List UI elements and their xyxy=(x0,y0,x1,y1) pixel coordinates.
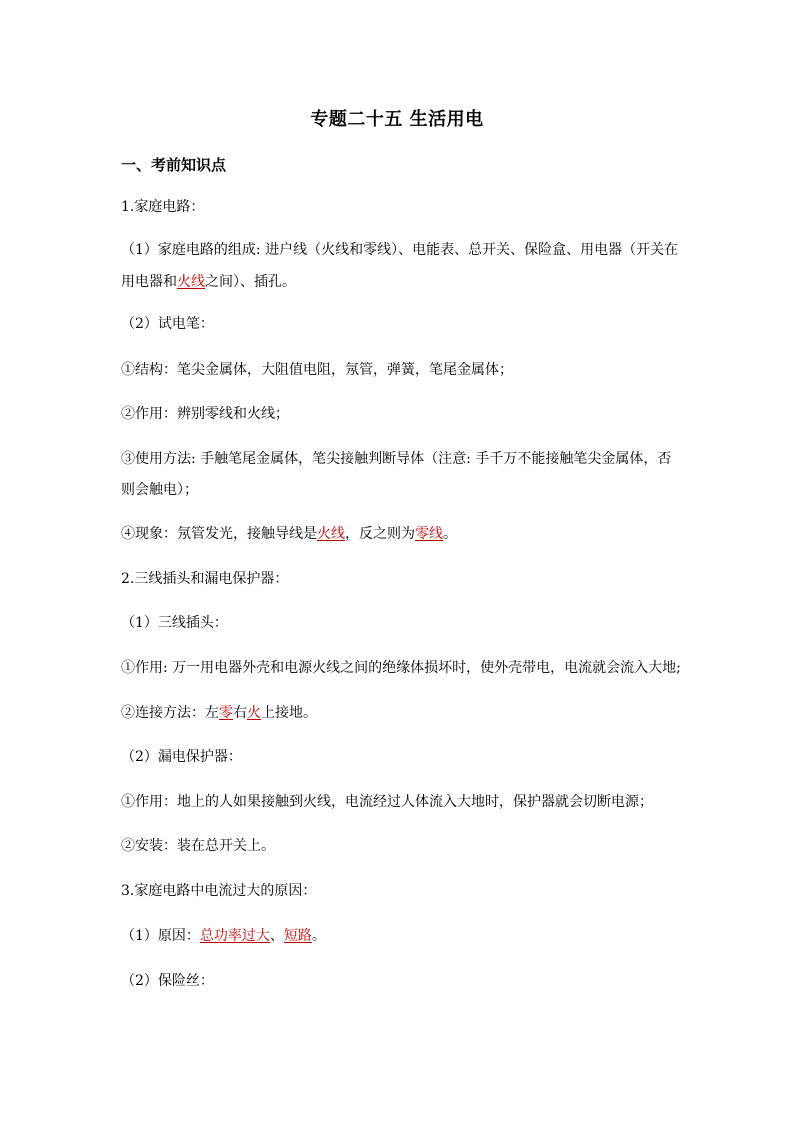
answer-underline: 总功率过大 xyxy=(199,928,270,944)
paragraph-usage-cont xyxy=(121,480,681,500)
paragraph-usage xyxy=(121,449,681,469)
text: ③使用方法: 手触笔尾金属体，笔尖接触判断导体（注意: 手千万不能接触笔尖金属体，否 xyxy=(121,451,672,467)
answer-underline: 零 xyxy=(219,705,233,721)
paragraph-connection xyxy=(121,703,681,723)
text: 则会触电）； xyxy=(121,482,198,498)
paragraph-installation: ②安装：装在总开关上。 xyxy=(121,838,275,854)
paragraph-function: ②作用：辨别零线和火线； xyxy=(121,406,289,422)
paragraph-fuse: （2）保险丝： xyxy=(121,973,214,989)
heading-overcurrent: 3.家庭电路中电流过大的原因： xyxy=(121,883,317,899)
text: 。 xyxy=(311,928,326,944)
text: 、 xyxy=(269,928,284,944)
text: 之间）、插孔。 xyxy=(205,274,296,290)
answer-underline: 火线 xyxy=(177,274,205,290)
text: 。 xyxy=(443,526,457,542)
paragraph-circuit-composition-cont xyxy=(121,272,681,292)
answer-underline: 短路 xyxy=(283,928,312,944)
text: 上接地。 xyxy=(261,705,317,721)
answer-underline: 零线 xyxy=(415,526,443,542)
document-title: 专题二十五 生活用电 xyxy=(310,109,484,130)
heading-three-wire-plug: 2.三线插头和漏电保护器： xyxy=(121,571,289,587)
paragraph-phenomenon xyxy=(121,524,681,544)
answer-underline: 火线 xyxy=(317,526,345,542)
paragraph-protector-function: ①作用：地上的人如果接触到火线，电流经过人体流入大地时，保护器就会切断电源； xyxy=(121,794,653,810)
text: ④现象：氖管发光，接触导线是 xyxy=(121,526,317,542)
paragraph-plug-function: ①作用: 万一用电器外壳和电源火线之间的绝缘体损坏时，使外壳带电，电流就会流入大地; xyxy=(121,660,681,676)
text: ②连接方法：左 xyxy=(121,705,219,721)
paragraph-structure: ①结构：笔尖金属体，大阻值电阻，氖管，弹簧，笔尾金属体； xyxy=(121,362,513,378)
text: （1）原因： xyxy=(121,928,200,944)
text: ，反之则为 xyxy=(345,526,415,542)
paragraph-circuit-composition xyxy=(121,240,681,260)
paragraph-three-wire-plug: （1）三线插头： xyxy=(121,615,228,631)
answer-underline: 火 xyxy=(247,705,261,721)
paragraph-leakage-protector: （2）漏电保护器： xyxy=(121,749,242,765)
heading-household-circuit: 1.家庭电路： xyxy=(121,199,205,215)
text: 右 xyxy=(233,705,247,721)
section-heading: 一、考前知识点 xyxy=(121,156,227,174)
paragraph-causes xyxy=(121,926,681,946)
text: （1）家庭电路的组成: 进户线（火线和零线）、电能表、总开关、保险盒、用电器（开关在 xyxy=(121,242,679,258)
text: 用电器和 xyxy=(121,274,177,290)
paragraph-test-pen: （2）试电笔： xyxy=(121,316,214,332)
